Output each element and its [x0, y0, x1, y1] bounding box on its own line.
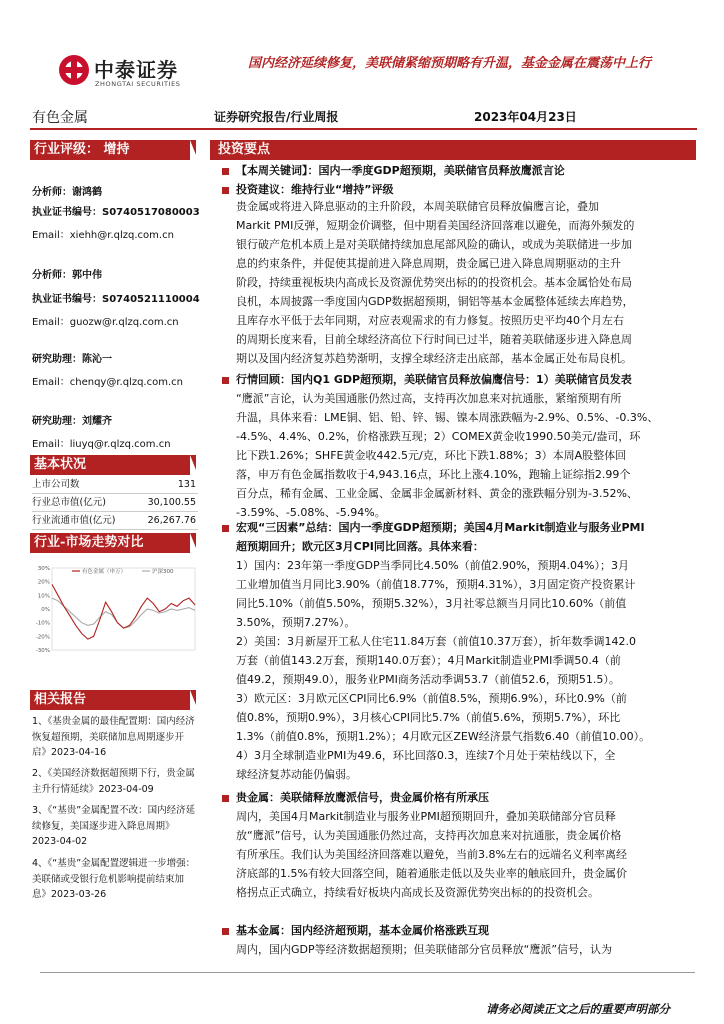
paragraph-line: 值0.8%，预期0.9%），3月核心CPI同比5.7%（前值5.6%，预期5.7%），环比	[236, 711, 621, 724]
bullet-icon	[222, 187, 229, 194]
analyst-email[interactable]: Email：guozw@r.qlzq.com.cn	[32, 317, 179, 328]
related-reports-title: 相关报告	[30, 690, 196, 710]
stat-label: 行业流通市值(亿元)	[32, 515, 116, 526]
paragraph-line: 1）国内：23年第一季度GDP当季同比4.50%（前值2.90%，预期4.04%）；3月	[236, 559, 629, 572]
analyst-3	[32, 350, 183, 393]
stat-label: 行业总市值(亿元)	[32, 497, 106, 508]
y-tick-label: -10%	[35, 620, 50, 627]
report-headline: 国内经济延续修复，美联储紧缩预期略有升温，基金金属在震荡中上行	[248, 56, 652, 71]
paragraph-line: 良机，本周披露一季度国内GDP数据超预期，铜铝等基本金属整体延续去库趋势，	[236, 295, 634, 308]
macro-summary-text	[236, 518, 698, 784]
logo-text-cn: 中泰证券	[94, 58, 178, 82]
trend-chart	[30, 558, 200, 658]
footer-disclaimer: 请务必阅读正文之后的重要声明部分	[486, 1002, 670, 1016]
analyst-name: 研究助理：陈沁一	[32, 354, 112, 365]
stat-row	[32, 476, 198, 494]
paragraph-line: 球经济复苏动能仍偏弱。	[236, 768, 357, 781]
legend-label: 有色金属（申万）	[82, 569, 127, 575]
related-report-2[interactable]: 2、《美国经济数据超预期下行，贵金属主升行情延续》2023-04-09	[32, 768, 195, 795]
investment-highlights-title: 投资要点	[210, 140, 696, 160]
footer-divider	[40, 972, 695, 973]
stat-value: 131	[177, 479, 196, 490]
bullet-icon	[222, 377, 229, 384]
series-line-nonferrous	[52, 584, 195, 639]
bullet-icon	[222, 525, 229, 532]
paragraph-line: 3.50%，预期7.27%）。	[236, 616, 356, 629]
trend-chart-svg	[30, 558, 200, 658]
sector-name: 有色金属	[32, 110, 88, 126]
paragraph-line: 行情回顾：国内Q1 GDP超预期，美联储官员释放偏鹰信号：1）美联储官员发表	[236, 373, 632, 386]
bullet-icon	[222, 168, 229, 175]
related-report-4[interactable]: 4、《“基贵”金属配置逻辑进一步增强：美联储或受银行危机影响提前结束加息》2023-03-26	[32, 858, 196, 900]
paragraph-line: 落，申万有色金属指数收于4,943.16点，环比上涨4.10%，跑输上证综指2.99个	[236, 468, 631, 481]
related-report-1[interactable]: 1、《基贵金属的最佳配置期：国内经济恢复超预期，美联储加息周期逐步开启》2023-04-16	[32, 716, 195, 758]
precious-metals-text	[236, 788, 698, 902]
related-report-3[interactable]: 3、《“基贵”金属配置不改：国内经济延续修复，美国逐步进入降息周期》2023-04-02	[32, 805, 196, 847]
paragraph-line: 息的约束条件，并促使其提前进入降息周期，贵金属已进入降息周期驱动的主升	[236, 257, 621, 270]
paragraph-line: 周内，国内GDP等经济数据超预期；但美联储部分官员释放“鹰派”信号，认为	[236, 943, 613, 956]
industry-rating: 行业评级： 增持	[30, 140, 196, 160]
stat-row	[32, 512, 198, 530]
y-tick-label: -30%	[35, 648, 50, 654]
keywords-line: 【本周关键词】：国内一季度GDP超预期，美联储官员释放鹰派言论	[236, 164, 565, 177]
y-tick-label: 10%	[37, 593, 50, 600]
paragraph-line: 值49.2，预期49.0），服务业PMI商务活动季调53.7（前值52.6，预期51.5）。	[236, 673, 620, 686]
paragraph-line: 银行破产危机本质上是对美联储持续加息尾部风险的确认，或成为美联储进一步加	[236, 238, 632, 251]
analyst-email[interactable]: Email：chenqy@r.qlzq.com.cn	[32, 377, 183, 388]
paragraph-line: 格拐点正式确立，持续看好板块内高成长及资源优势突出标的的投资机会。	[236, 886, 599, 899]
paragraph-line: Markit PMI反弹，短期金价调整，但中期看美国经济回落难以避免，而海外频发的	[236, 219, 635, 232]
header-divider	[30, 128, 697, 130]
paragraph-line: 宏观“三因素”总结：国内一季度GDP超预期；美国4月Markit制造业与服务业PMI	[236, 521, 645, 534]
y-tick-label: 20%	[37, 579, 50, 586]
analyst-1	[32, 183, 200, 246]
paragraph-line: 1.3%（前值0.8%，预期1.2%）；4月欧元区ZEW经济景气指数6.40（前值10.00）。	[236, 730, 651, 743]
legend-label: 沪深300	[152, 569, 174, 575]
paragraph-line: 贵金属或将进入降息驱动的主升阶段，本周美联储官员释放偏鹰言论，叠加	[236, 200, 599, 213]
base-metals-text	[236, 921, 698, 959]
analyst-cert: 执业证书编号：S0740517080003	[32, 207, 200, 218]
paragraph-line: 周内，美国4月Markit制造业与服务业PMI超预期回升，叠加美联储部分官员释	[236, 810, 616, 823]
analyst-4	[32, 412, 171, 455]
analyst-name: 研究助理：刘耀齐	[32, 416, 112, 427]
bullet-icon	[222, 928, 229, 935]
stat-label: 上市公司数	[32, 479, 80, 490]
y-tick-label: 30%	[37, 566, 50, 572]
stat-value: 26,267.76	[147, 515, 196, 526]
paragraph-line: 百分点，稀有金属、工业金属、金属非金属新材料、黄金的涨跌幅分别为-3.52%、	[236, 487, 638, 500]
y-tick-label: 0%	[41, 607, 50, 613]
bullet-icon	[222, 795, 229, 802]
paragraph-line: 济底部的1.5%有较大回落空间，随着通胀走低以及失业率的触底回升，贵金属价	[236, 867, 627, 880]
market-review-text	[236, 370, 698, 522]
analyst-name: 分析师：郭中伟	[32, 270, 102, 281]
stat-row	[32, 494, 198, 512]
paragraph-line: -4.5%、4.4%、0.2%，价格涨跌互现；2）COMEX黄金收1990.50美元/盎司，环	[236, 430, 641, 443]
analyst-2	[32, 266, 200, 333]
logo-text-en: ZHONGTAI SECURITIES	[95, 80, 181, 88]
paragraph-line: 万套（前值143.2万套，预期140.0万套）；4月Markit制造业PMI季调50.4（前	[236, 654, 621, 667]
paragraph-line: 放“鹰派”信号，认为美国通胀仍然过高，支持再次加息来对抗通胀，贵金属价格	[236, 829, 622, 842]
paragraph-line: 期以及国内经济复苏趋势渐明，支撑全球经济走出底部，基本金属正处布局良机。	[236, 352, 632, 365]
paragraph-line: 升温，具体来看：LME铜、铝、铅、锌、锡、镍本周涨跌幅为-2.9%、0.5%、-0.3%、	[236, 411, 659, 424]
paragraph-line: 贵金属：美联储释放鹰派信号，贵金属价格有所承压	[236, 791, 489, 804]
company-logo	[58, 52, 208, 94]
analyst-cert: 执业证书编号：S0740521110004	[32, 294, 200, 305]
market-trend-title: 行业-市场走势对比	[30, 533, 196, 553]
logo-mark-icon	[58, 54, 90, 86]
paragraph-line: 4）3月全球制造业PMI为49.6，环比回落0.3，连续7个月处于荣枯线以下，全	[236, 749, 616, 762]
basic-status-title: 基本状况	[30, 455, 196, 475]
report-type: 证券研究报告/行业周报	[214, 110, 339, 124]
analyst-email[interactable]: Email：liuyq@r.qlzq.com.cn	[32, 439, 171, 450]
report-date: 2023年04月23日	[474, 110, 577, 124]
paragraph-line: 工业增加值当月同比3.90%（前值18.77%，预期4.31%），3月固定资产投资累计	[236, 578, 636, 591]
paragraph-line: 2）美国：3月新屋开工私人住宅11.84万套（前值10.37万套），折年数季调142.0	[236, 635, 636, 648]
paragraph-line: 比下跌1.26%；SHFE黄金收442.5元/克，环比下跌1.88%；3）本周A股整体回	[236, 449, 627, 462]
paragraph-line: 基本金属：国内经济超预期，基本金属价格涨跌互现	[236, 924, 489, 937]
stat-value: 30,100.55	[147, 497, 196, 508]
series-line-hs300	[52, 598, 195, 628]
paragraph-line: 有所承压。我们认为美国经济回落难以避免，当前3.8%左右的远端名义利率离经	[236, 848, 627, 861]
y-tick-label: -20%	[35, 634, 50, 641]
paragraph-line: “鹰派”言论，认为美国通胀仍然过高，支持再次加息来对抗通胀，紧缩预期有所	[236, 392, 622, 405]
investment-advice-text	[236, 197, 698, 368]
paragraph-line: 且库存水平低于去年同期，对应表观需求的有力修复。按照历史平均40个月左右	[236, 314, 624, 327]
paragraph-line: 3）欧元区：3月欧元区CPI同比6.9%（前值8.5%，预期6.9%），环比0.9%（前	[236, 692, 627, 705]
investment-advice-title: 投资建议：维持行业“增持”评级	[236, 183, 394, 196]
analyst-name: 分析师：谢鸿鹤	[32, 187, 102, 198]
paragraph-line: 阶段，持续重视板块内高成长及资源优势突出标的的投资机会。基本金属恰处布局	[236, 276, 632, 289]
paragraph-line: -3.59%、-5.08%、-5.94%。	[236, 506, 386, 519]
paragraph-line: 超预期回升；欧元区3月CPI同比回落。具体来看：	[236, 540, 484, 553]
paragraph-line: 同比5.10%（前值5.50%，预期5.32%），3月社零总额当月同比10.60%（前值	[236, 597, 627, 610]
paragraph-line: 的周期长度来看，目前全球经济高位下行时间已过半，随着美联储逐步进入降息周	[236, 333, 632, 346]
analyst-email[interactable]: Email：xiehh@r.qlzq.com.cn	[32, 230, 174, 241]
